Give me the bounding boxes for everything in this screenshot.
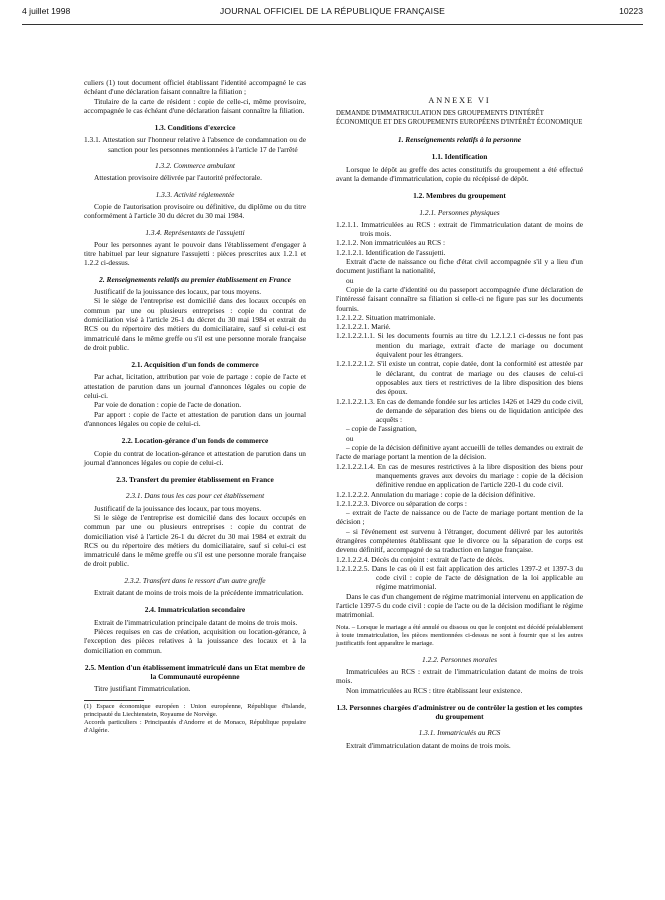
section-heading: 2.3.1. Dans tous les cas pour cet établissement bbox=[125, 491, 265, 501]
paragraph: Lorsque le dépôt au greffe des actes constitutifs du groupement a été effectué avant la demande d'immatriculation, copie du récépissé de dépôt. bbox=[336, 164, 583, 183]
paragraph: ANNEXE VI bbox=[428, 96, 491, 105]
paragraph: 1.2.1.1. Immatriculées au RCS : extrait de l'immatriculation datant de moins de trois mois. bbox=[336, 219, 583, 239]
paragraph: Extrait d'acte de naissance ou fiche d'état civil accompagnée s'il y a lieu d'un document justifiant la nationalité, bbox=[336, 257, 583, 276]
left-column bbox=[84, 78, 306, 735]
paragraph: 1.2.1.2.2.5. Dans le cas où il est fait application des articles 1397-2 et 1397-3 du code civil : copie de l'acte de désignation de la loi applicable au régime matrimonial. bbox=[336, 563, 583, 592]
paragraph: Extrait datant de moins de trois mois de la précédente immatriculation. bbox=[94, 588, 304, 598]
section-heading: 1.3. Conditions d'exercice bbox=[154, 123, 236, 133]
paragraph: Copie de l'autorisation provisoire ou définitive, du diplôme ou du titre conformément à l'article 30 du décret du 30 mai 1984. bbox=[84, 201, 306, 221]
footnote: (1) Espace économique européen : Union européenne, République d'Islande, principauté du Liechtenstein, Royaume de Norvège. bbox=[84, 702, 306, 718]
section-heading: 1.3. Personnes chargées d'administrer ou de contrôler la gestion et les comptes du groupement bbox=[336, 702, 583, 722]
paragraph: Attestation provisoire délivrée par l'autorité préfectorale. bbox=[94, 173, 262, 183]
paragraph: Titre justifiant l'immatriculation. bbox=[94, 684, 191, 694]
section-heading: 2.5. Mention d'un établissement immatriculé dans un Etat membre de la Communauté européenne bbox=[84, 662, 306, 682]
paragraph: 1.2.1.2.2.2. Annulation du mariage : copie de la décision définitive. bbox=[336, 489, 536, 499]
section-heading: 1.2.2. Personnes morales bbox=[422, 654, 497, 664]
right-column bbox=[336, 96, 583, 750]
paragraph: Extrait de l'immatriculation principale datant de moins de trois mois. bbox=[94, 617, 298, 627]
header-rule bbox=[22, 24, 643, 25]
paragraph: 1.2.1.2.2.4. Décès du conjoint : extrait de l'acte de décès. bbox=[336, 554, 504, 564]
paragraph: Si le siège de l'entreprise est domicilié dans des locaux occupés en commun par une ou plusieurs entreprises : copie du contrat de domiciliation visé à l'article 26-1 du décret du 30 mai 1984 et extrait du RCS ou du répertoire des métiers du domiciliataire, sauf si celui-ci est immatriculé dans le même greffe ou s'il est une personne morale française de droit public. bbox=[84, 296, 306, 352]
section-heading: 2.2. Location-gérance d'un fonds de commerce bbox=[121, 436, 269, 446]
paragraph: Nota. – Lorsque le mariage a été annulé ou dissous ou que le conjoint est décédé préalablement à toute immatriculation, les pièces mentionnées ci-dessus ne sont à fournir que si les autres justificatifs font apparaître le mariage. bbox=[336, 623, 583, 647]
paragraph: Par apport : copie de l'acte et attestation de parution dans un journal d'annonces légales ou copie de celui-ci. bbox=[84, 409, 306, 428]
paragraph: 1.2.1.2.1. Identification de l'assujetti. bbox=[336, 247, 446, 257]
paragraph: Justificatif de la jouissance des locaux, par tous moyens. bbox=[94, 287, 262, 297]
paragraph: Titulaire de la carte de résident : copie de celle-ci, même provisoire, accompagnée le cas échéant d'une déclaration faisant connaître la filiation. bbox=[84, 96, 306, 115]
header-journal-title: JOURNAL OFFICIEL DE LA RÉPUBLIQUE FRANÇAISE bbox=[219, 6, 446, 16]
paragraph: – extrait de l'acte de naissance ou de l'acte de mariage portant mention de la décision ; bbox=[336, 508, 583, 527]
paragraph: 1.2.1.2.2.1.4. En cas de mesures restrictives à la libre disposition des biens pour manquements graves aux devoirs du mariage : copie de la décision définitive rendue en application de l'article 220-1 du code civil. bbox=[336, 461, 583, 490]
paragraph: Si le siège de l'entreprise est domicilié dans des locaux occupés en commun par une ou plusieurs entreprises : copie du contrat de domiciliation visé à l'article 26-1 du décret du 30 mai 1984 et extrait du RCS ou du répertoire des métiers du domiciliataire, sauf si celui-ci est immatriculé dans le même greffe ou s'il est une personne morale française de droit public. bbox=[84, 512, 306, 569]
section-heading: 2.4. Immatriculation secondaire bbox=[144, 605, 246, 615]
footnote-rule bbox=[84, 700, 144, 701]
section-heading: 1.3.4. Représentants de l'assujetti bbox=[145, 227, 245, 237]
paragraph: 1.3.1. Attestation sur l'honneur relative à l'absence de condamnation ou de sanction pour les personnes mentionnées à l'article 17 de l'arrêté bbox=[84, 135, 306, 154]
section-heading: 1.1. Identification bbox=[431, 152, 488, 162]
paragraph: Immatriculées au RCS : extrait de l'immatriculation datant de moins de trois mois. bbox=[336, 666, 583, 686]
paragraph: 1.2.1.2.2. Situation matrimoniale. bbox=[336, 312, 436, 322]
paragraph: ou bbox=[346, 275, 354, 285]
paragraph: 1.2.1.2.2.3. Divorce ou séparation de corps : bbox=[336, 498, 467, 508]
section-heading: 1.3.3. Activité réglementée bbox=[155, 189, 235, 199]
paragraph: ou bbox=[346, 433, 354, 443]
paragraph: Justificatif de la jouissance des locaux, par tous moyens. bbox=[94, 503, 262, 513]
page-header bbox=[22, 6, 643, 24]
paragraph: 1.2.1.2. Non immatriculées au RCS : bbox=[336, 238, 446, 248]
paragraph: Par voie de donation : copie de l'acte de donation. bbox=[94, 400, 242, 410]
section-heading: 1.2. Membres du groupement bbox=[413, 191, 506, 201]
section-heading: 2.3.2. Transfert dans le ressort d'un autre greffe bbox=[124, 575, 266, 585]
paragraph: Pièces requises en cas de création, acquisition ou location-gérance, à l'exception des pièces relatives à la jouissance des locaux et à la domiciliation en commun. bbox=[84, 626, 306, 655]
paragraph: Pour les personnes ayant le pouvoir dans l'établissement d'engager à titre habituel par leur signature l'assujetti : pièces prescrites aux 1.2.1 et 1.2.2 ci-dessus. bbox=[84, 239, 306, 268]
paragraph: culiers (1) tout document officiel établissant l'identité accompagné le cas échéant d'une déclaration faisant connaître la filiation ; bbox=[84, 78, 306, 97]
paragraph: Copie du contrat de location-gérance et attestation de parution dans un journal d'annonces légales ou copie de celui-ci. bbox=[84, 448, 306, 467]
paragraph: 1.2.1.2.2.1.1. Si les documents fournis au titre du 1.2.1.2.1 ci-dessus ne font pas mention du mariage, extrait d'acte de mariage ou document équivalent pour les étrangers. bbox=[336, 331, 583, 360]
paragraph: Copie de la carte d'identité ou du passeport accompagnée d'une déclaration de l'intéressé faisant connaître sa filiation si celle-ci ne figure pas sur les documents fournis. bbox=[336, 284, 583, 313]
section-heading: 1. Renseignements relatifs à la personne bbox=[397, 135, 522, 145]
paragraph: 1.2.1.2.2.1. Marié. bbox=[336, 322, 391, 332]
footnote: Accords particuliers : Principautés d'Andorre et de Monaco, République populaire d'Algérie. bbox=[84, 718, 306, 734]
paragraph: Extrait d'immatriculation datant de moins de trois mois. bbox=[346, 740, 511, 750]
section-heading: 1.3.1. Immatriculés au RCS bbox=[418, 728, 501, 738]
header-date: 4 juillet 1998 bbox=[22, 6, 71, 16]
paragraph: Non immatriculées au RCS : titre établissant leur existence. bbox=[346, 685, 523, 695]
paragraph: – si l'événement est survenu à l'étranger, document délivré par les autorités étrangères compétentes établissant que le divorce ou la séparation de corps est devenu définitif, accompagné de sa traduction en langue française. bbox=[336, 526, 583, 555]
section-heading: 1.2.1. Personnes physiques bbox=[419, 207, 500, 217]
section-heading: 1.3.2. Commerce ambulant bbox=[155, 161, 235, 171]
paragraph: – copie de la décision définitive ayant accueilli de telles demandes ou extrait de l'acte de mariage portant la mention de la décision. bbox=[336, 443, 583, 462]
section-heading: 2.1. Acquisition d'un fonds de commerce bbox=[131, 360, 259, 370]
paragraph: – copie de l'assignation, bbox=[346, 424, 417, 434]
section-heading: 2.3. Transfert du premier établissement en France bbox=[116, 475, 274, 485]
header-page-number: 10223 bbox=[619, 6, 643, 16]
paragraph: Dans le cas d'un changement de régime matrimonial intervenu en application de l'article 1397-5 du code civil : copie de l'acte ou de la décision modifiant le régime matrimonial. bbox=[336, 591, 583, 620]
paragraph: DEMANDE D'IMMATRICULATION DES GROUPEMENTS D'INTÉRÊT ÉCONOMIQUE ET DES GROUPEMENTS EUROPÉENS D'INTÉRÊT ÉCONOMIQUE bbox=[336, 110, 583, 126]
section-heading: 2. Renseignements relatifs au premier établissement en France bbox=[99, 274, 291, 284]
paragraph: 1.2.1.2.2.1.2. S'il existe un contrat, copie datée, dont la conformité est attestée par le déclarant, du contrat de mariage ou des clauses de celui-ci opposables aux tiers et restrictives de la libre disposition des biens des époux. bbox=[336, 359, 583, 397]
paragraph: 1.2.1.2.2.1.3. En cas de demande fondée sur les articles 1426 et 1429 du code civil, de demande de séparation des biens ou de liquidation anticipée des acquêts : bbox=[336, 396, 583, 425]
paragraph: Par achat, licitation, attribution par voie de partage : copie de l'acte et attestation de parution dans un journal d'annonces légales ou copie de celui-ci. bbox=[84, 372, 306, 401]
